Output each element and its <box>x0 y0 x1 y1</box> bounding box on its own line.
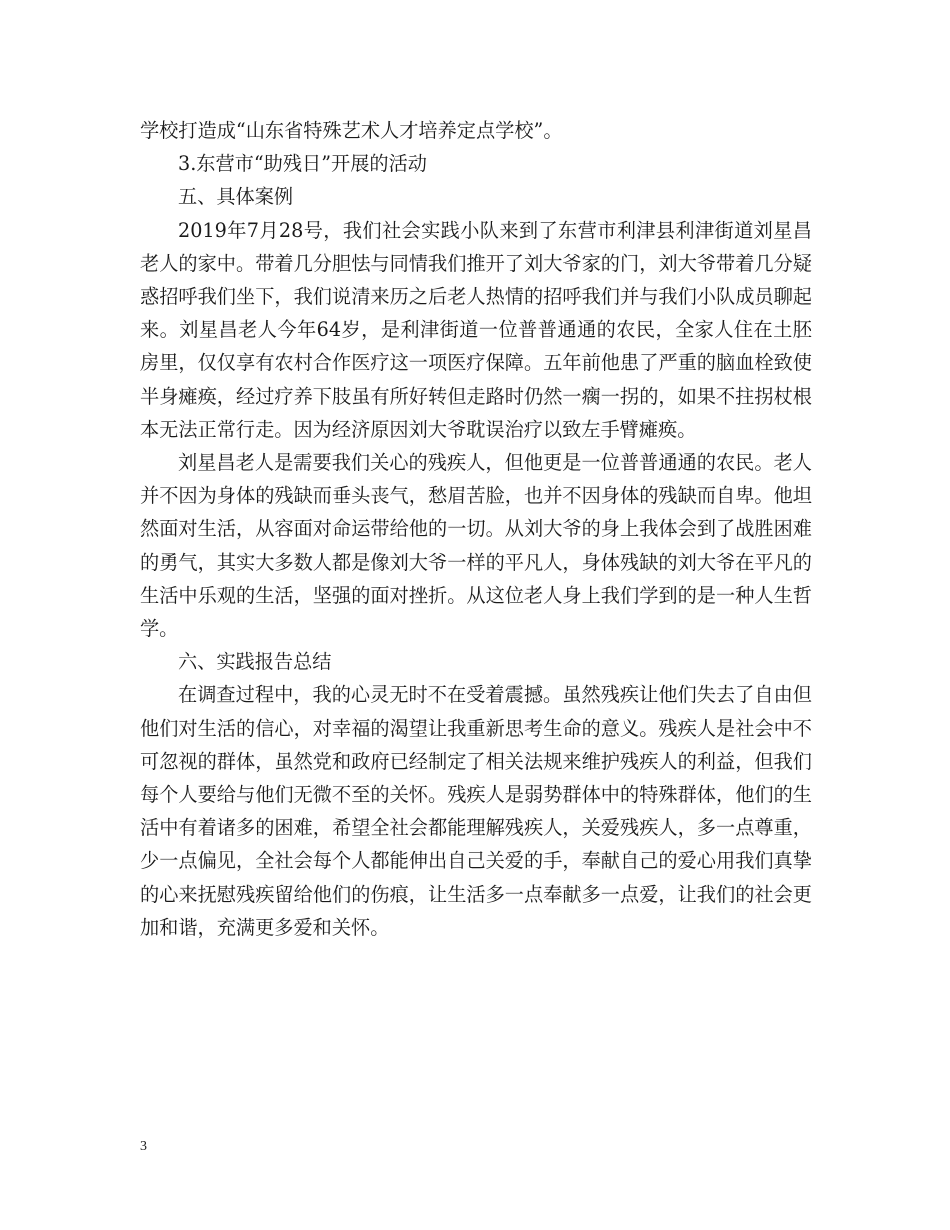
page-number: 3 <box>140 1139 147 1154</box>
document-body <box>140 114 812 944</box>
paragraph-case-story: 2019年7月28号，我们社会实践小队来到了东营市利津县利津街道刘星昌老人的家中。带着几分胆怯与同情我们推开了刘大爷家的门，刘大爷带着几分疑惑招呼我们坐下，我们说清来历之后老人热情的招呼我们并与我们小队成员聊起来。刘星昌老人今年64岁，是利津街道一位普普通通的农民，全家人住在土胚房里，仅仅享有农村合作医疗这一项医疗保障。五年前他患了严重的脑血栓致使半身瘫痪，经过疗养下肢虽有所好转但走路时仍然一瘸一拐的，如果不拄拐杖根本无法正常行走。因为经济原因刘大爷耽误治疗以致左手臂瘫痪。 <box>140 218 812 441</box>
section-heading-case: 五、具体案例 <box>178 185 294 209</box>
paragraph-case-reflection: 刘星昌老人是需要我们关心的残疾人，但他更是一位普普通通的农民。老人并不因为身体的残缺而垂头丧气，愁眉苦脸，也并不因身体的残缺而自卑。他坦然面对生活，从容面对命运带给他的一切。从刘大爷的身上我体会到了战胜困难的勇气，其实大多数人都是像刘大爷一样的平凡人，身体残缺的刘大爷在平凡的生活中乐观的生活，坚强的面对挫折。从这位老人身上我们学到的是一种人生哲学。 <box>140 451 812 641</box>
paragraph-summary: 在调查过程中，我的心灵无时不在受着震撼。虽然残疾让他们失去了自由但他们对生活的信心，对幸福的渴望让我重新思考生命的意义。残疾人是社会中不可忽视的群体，虽然党和政府已经制定了相关法规来维护残疾人的利益，但我们每个人要给与他们无微不至的关怀。残疾人是弱势群体中的特殊群体，他们的生活中有着诸多的困难，希望全社会都能理解残疾人，关爱残疾人，多一点尊重，少一点偏见，全社会每个人都能伸出自己关爱的手，奉献自己的爱心用我们真挚的心来抚慰残疾留给他们的伤痕，让生活多一点奉献多一点爱，让我们的社会更加和谐，充满更多爱和关怀。 <box>140 683 812 939</box>
section-heading-summary: 六、实践报告总结 <box>178 650 332 674</box>
subheading-activities: 3.东营市“助残日”开展的活动 <box>178 152 427 176</box>
paragraph-continuation: 学校打造成“山东省特殊艺术人才培养定点学校”。 <box>140 119 563 142</box>
